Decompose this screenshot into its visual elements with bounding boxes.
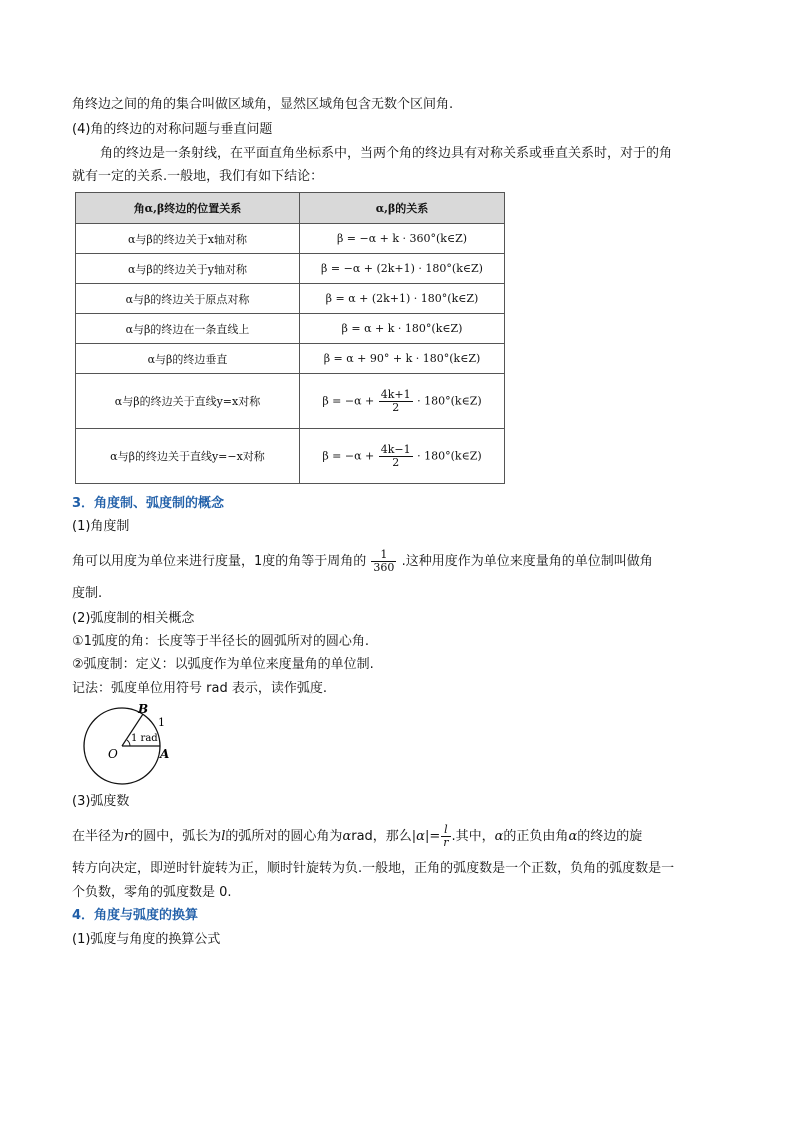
formula-fraction	[379, 444, 413, 469]
table-cell-formula: β = −α + k · 360°(k∈Z)	[300, 224, 505, 254]
table-header-position: 角α,β终边的位置关系	[76, 193, 300, 224]
table-cell-position: α与β的终边在一条直线上	[76, 314, 300, 344]
table-cell-formula	[300, 374, 505, 429]
paragraph-radian-1: ①1弧度的角：长度等于半径长的圆弧所对的圆心角.	[72, 634, 370, 649]
paragraph-radian-number-2: 转方向决定，即逆时针旋转为正，顺时针旋转为负.一般地，正角的弧度数是一个正数，负角的弧度数是一	[72, 861, 675, 876]
subheading-conversion: (1)弧度与角度的换算公式	[72, 932, 221, 947]
section-heading-4: 4．角度与弧度的换算	[72, 908, 199, 923]
table-cell-formula	[300, 429, 505, 484]
subheading-symmetry: (4)角的终边的对称问题与垂直问题	[72, 122, 273, 137]
fraction-denominator: r	[443, 836, 449, 849]
var-alpha: α	[342, 829, 352, 844]
table-row	[76, 224, 505, 254]
fraction-numerator: 1	[371, 549, 396, 562]
paragraph-symmetry-2: 就有一定的关系.一般地，我们有如下结论：	[72, 169, 324, 184]
relation-table	[75, 192, 505, 484]
text-segment: 在半径为	[72, 829, 125, 844]
text-segment: 的正负由角	[503, 829, 569, 844]
fraction-l-over-r	[441, 824, 450, 849]
fraction-one-360	[371, 549, 396, 574]
paragraph-region-angle: 角终边之间的角的集合叫做区域角，显然区域角包含无数个区间角.	[72, 97, 454, 112]
formula-prefix: β = −α +	[322, 394, 375, 407]
formula-suffix: · 180°(k∈Z)	[417, 449, 482, 462]
degree-text-2: .这种用度作为单位来度量角的单位制叫做角	[401, 554, 653, 569]
paragraph-degree-2: 度制.	[72, 586, 103, 601]
table-cell-position: α与β的终边关于原点对称	[76, 284, 300, 314]
paragraph-degree-1	[72, 549, 653, 574]
radian-circle-figure	[72, 700, 182, 792]
table-cell-formula: β = α + k · 180°(k∈Z)	[300, 314, 505, 344]
table-row	[76, 284, 505, 314]
text-segment: rad，那么	[351, 829, 412, 844]
table-row	[76, 344, 505, 374]
label-a: A	[160, 747, 170, 761]
table-row	[76, 254, 505, 284]
subheading-radian: (2)弧度制的相关概念	[72, 611, 195, 626]
text-segment: 的终边的旋	[577, 829, 643, 844]
formula-fraction	[379, 389, 413, 414]
text-segment: .其中，	[451, 829, 495, 844]
paragraph-radian-3: 记法：弧度单位用符号 rad 表示，读作弧度.	[72, 681, 327, 696]
table-cell-position: α与β的终边垂直	[76, 344, 300, 374]
paragraph-radian-2: ②弧度制：定义：以弧度作为单位来度量角的单位制.	[72, 657, 374, 672]
var-l: l	[221, 829, 226, 844]
fraction-numerator: l	[441, 824, 450, 837]
table-cell-position: α与β的终边关于y轴对称	[76, 254, 300, 284]
formula-prefix: β = −α +	[322, 449, 375, 462]
table-row	[76, 314, 505, 344]
subheading-radian-number: (3)弧度数	[72, 794, 130, 809]
table-cell-position: α与β的终边关于直线y=−x对称	[76, 429, 300, 484]
text-segment: 的圆中，弧长为	[130, 829, 222, 844]
table-cell-position: α与β的终边关于直线y=x对称	[76, 374, 300, 429]
fraction-denominator: 2	[392, 455, 400, 469]
table-cell-formula: β = −α + (2k+1) · 180°(k∈Z)	[300, 254, 505, 284]
var-r: r	[124, 829, 131, 844]
label-arc-length: 1	[158, 716, 165, 729]
angle-arc	[127, 740, 130, 746]
table-cell-formula: β = α + 90° + k · 180°(k∈Z)	[300, 344, 505, 374]
table-row	[76, 429, 505, 484]
label-o: O	[108, 747, 118, 761]
fraction-denominator: 360	[373, 561, 395, 574]
section-heading-3: 3．角度制、弧度制的概念	[72, 496, 225, 511]
table-row	[76, 374, 505, 429]
fraction-numerator: 4k+1	[380, 387, 411, 401]
paragraph-radian-number-1	[72, 824, 642, 849]
degree-text-1: 角可以用度为单位来进行度量，1度的角等于周角的	[72, 554, 367, 569]
fraction-denominator: 2	[392, 400, 400, 414]
table-cell-position: α与β的终边关于x轴对称	[76, 224, 300, 254]
table-header-relation: α,β的关系	[300, 193, 505, 224]
var-alpha: α	[494, 829, 504, 844]
label-one-rad: 1 rad	[131, 733, 158, 744]
paragraph-symmetry-1: 角的终边是一条射线，在平面直角坐标系中，当两个角的终边具有对称关系或垂直关系时，对于的角	[100, 146, 673, 161]
table-cell-formula: β = α + (2k+1) · 180°(k∈Z)	[300, 284, 505, 314]
paragraph-radian-number-3: 个负数，零角的弧度数是 0.	[72, 885, 232, 900]
table-header-row	[76, 193, 505, 224]
var-alpha: α	[568, 829, 578, 844]
formula-suffix: · 180°(k∈Z)	[417, 394, 482, 407]
label-b: B	[138, 702, 149, 716]
subheading-degree: (1)角度制	[72, 519, 130, 534]
text-segment: 的弧所对的圆心角为	[225, 829, 343, 844]
abs-alpha: |α|=	[411, 829, 441, 844]
fraction-numerator: 4k−1	[380, 442, 411, 456]
